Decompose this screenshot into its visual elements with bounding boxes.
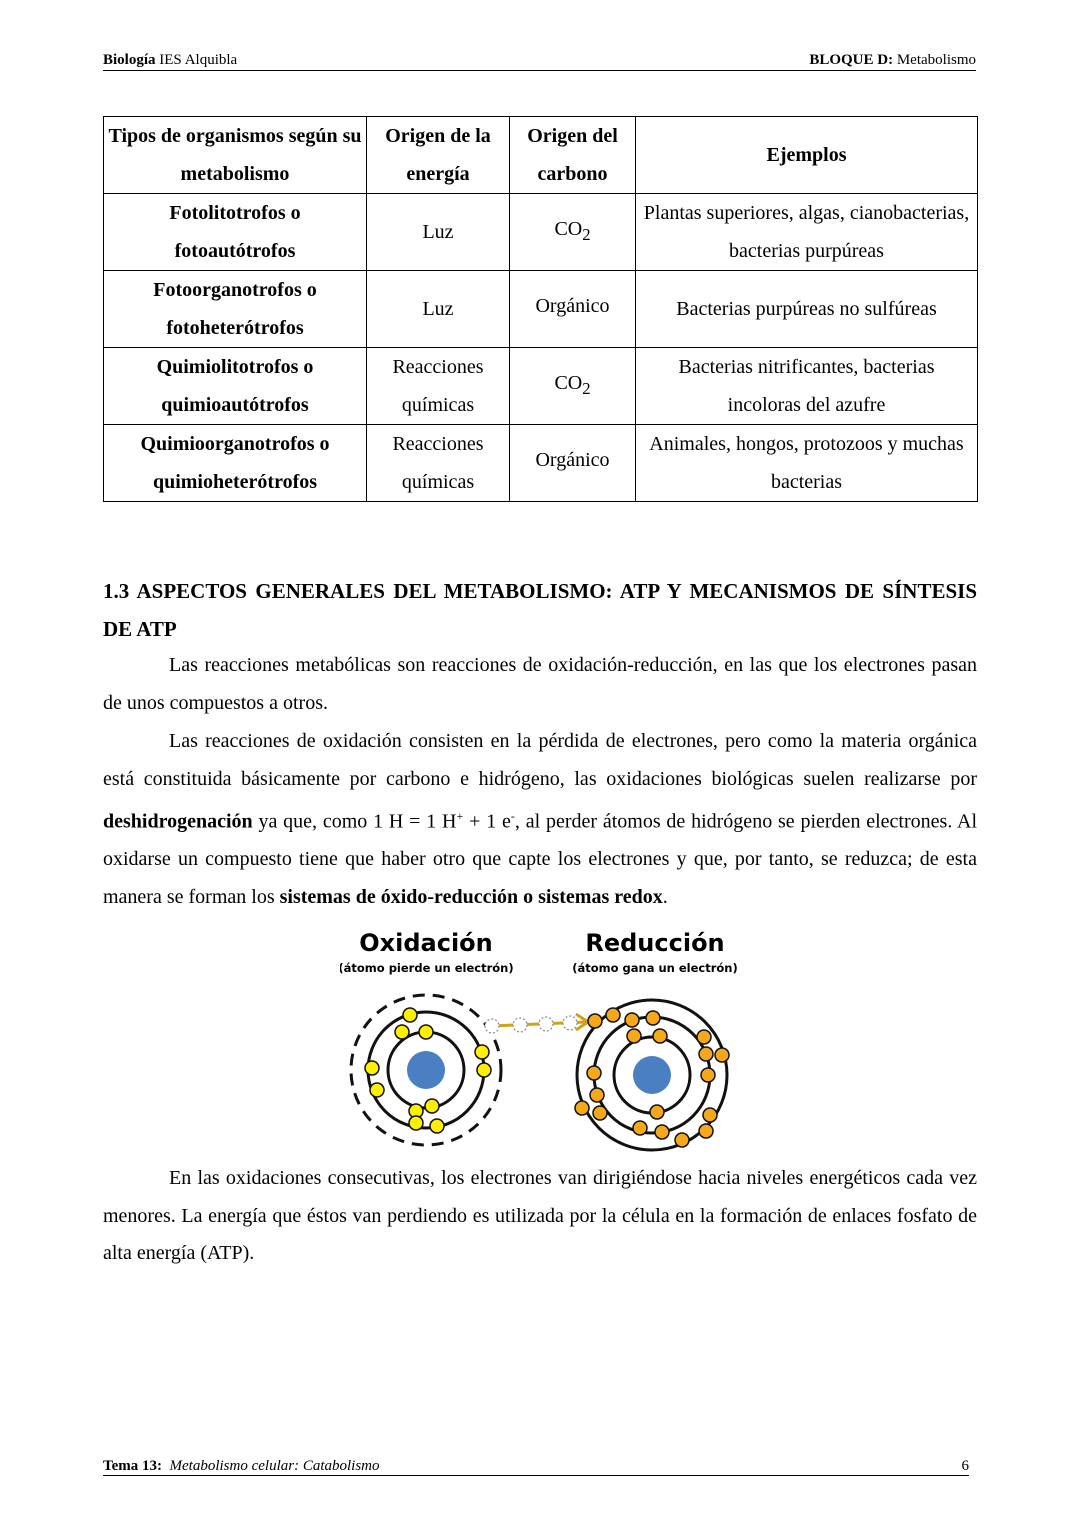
header-right: BLOQUE D: Metabolismo [809, 52, 976, 68]
table-row [104, 271, 978, 348]
table-row [104, 194, 978, 271]
table-row [104, 348, 978, 425]
metabolism-table [103, 116, 978, 502]
table-header-row [104, 117, 978, 194]
page-number: 6 [961, 1458, 969, 1474]
table-header-cell: Ejemplos [636, 117, 978, 194]
reduced-atom [575, 1000, 729, 1150]
oxidation-title: Oxidación [359, 929, 493, 957]
energy-cell: Reacciones químicas [367, 425, 510, 502]
energy-cell: Luz [367, 194, 510, 271]
examples-cell: Animales, hongos, protozoos y muchas bacterias [636, 425, 978, 502]
carbon-cell: Orgánico [510, 271, 636, 348]
oxidation-subtitle: (átomo pierde un electrón) [340, 961, 514, 975]
organism-type-cell: Fotolitotrofos o fotoautótrofos [104, 194, 367, 271]
electron-transfer-arrow [485, 1014, 588, 1033]
nucleus-left [407, 1051, 445, 1089]
page-footer [103, 1458, 969, 1476]
table-row [104, 425, 978, 502]
header-left: Biología IES Alquibla [103, 52, 238, 68]
organism-type-cell: Fotoorganotrofos o fotoheterótrofos [104, 271, 367, 348]
examples-cell: Bacterias nitrificantes, bacterias incoloras del azufre [636, 348, 978, 425]
energy-cell: Luz [367, 271, 510, 348]
paragraph-oxidation: Las reacciones de oxidación consisten en la pérdida de electrones, pero como la materia orgánica está constituida básicamente por carbono e hidrógeno, las oxidaciones biológicas suelen realizarse por deshidrogenación ya que, como 1 H = 1 H+ + 1 e-, al perder átomos de hidrógeno se pierden electrones. Al oxidarse un compuesto tiene que haber otro que capte los electrones y que, por tanto, se reduzca; de esta manera se forman los sistemas de óxido-reducción o sistemas redox. [103, 730, 978, 909]
reduction-subtitle: (átomo gana un electrón) [572, 961, 738, 975]
organism-type-cell: Quimioorganotrofos o quimioheterótrofos [104, 425, 367, 502]
section-title: 1.3 ASPECTOS GENERALES DEL METABOLISMO: ATP Y MECANISMOS DE SÍNTESIS DE ATP [103, 579, 977, 641]
carbon-cell: $CO_2$ [510, 348, 636, 425]
organism-type-cell: Quimiolitotrofos o quimioautótrofos [104, 348, 367, 425]
table-header-cell: Origen del carbono [510, 117, 636, 194]
paragraph-redox-intro: Las reacciones metabólicas son reacciones de oxidación-reducción, en las que los electrones pasan de unos compuestos a otros. [103, 654, 977, 714]
examples-cell: Plantas superiores, algas, cianobacterias, bacterias purpúreas [636, 194, 978, 271]
carbon-cell: Orgánico [510, 425, 636, 502]
page-header [103, 52, 976, 71]
carbon-cell: $CO_2$ [510, 194, 636, 271]
redox-diagram [340, 925, 740, 1155]
nucleus-right [633, 1056, 671, 1094]
table-header-cell: Origen de la energía [367, 117, 510, 194]
table-header-cell: Tipos de organismos según su metabolismo [104, 117, 367, 194]
reduction-title: Reducción [585, 929, 725, 957]
footer-left: Tema 13: Metabolismo celular: Catabolismo [103, 1458, 380, 1474]
paragraph-atp-energy: En las oxidaciones consecutivas, los electrones van dirigiéndose hacia niveles energéticos cada vez menores. La energía que éstos van perdiendo es utilizada por la célula en la formación de enlaces fosfato de alta energía (ATP). [103, 1167, 977, 1265]
examples-cell: Bacterias purpúreas no sulfúreas [636, 271, 978, 348]
oxidized-atom [351, 995, 501, 1145]
energy-cell: Reacciones químicas [367, 348, 510, 425]
redox-diagram-svg [340, 925, 740, 1155]
